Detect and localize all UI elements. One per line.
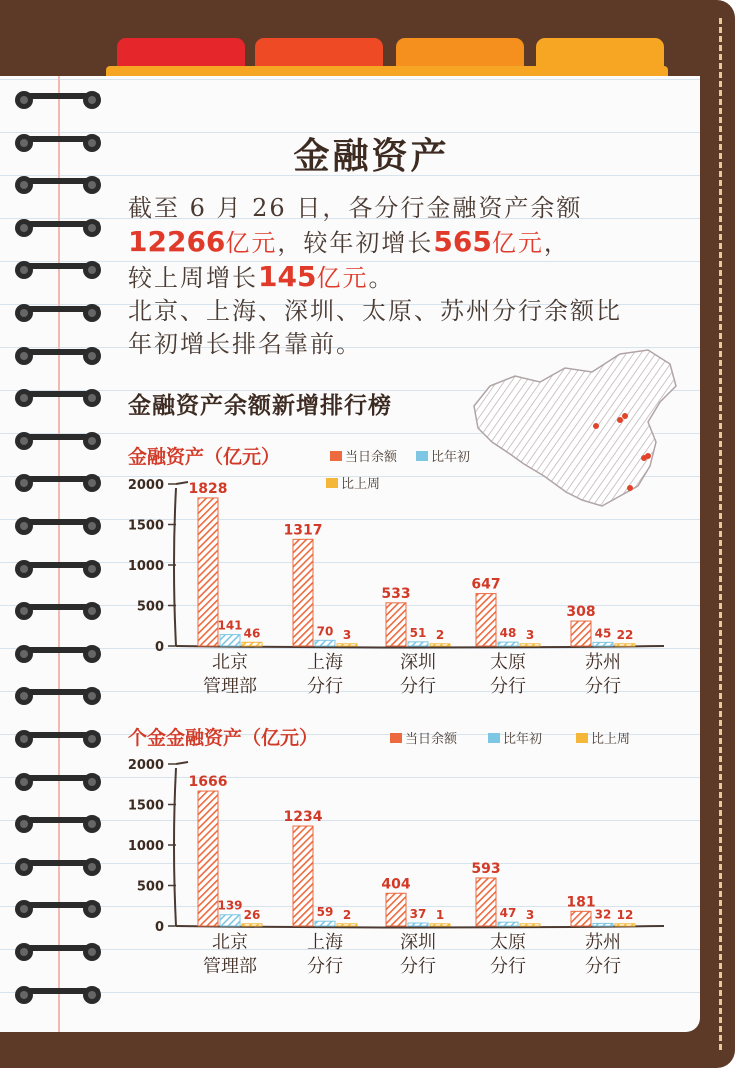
intro-text-d: 较上周增长	[128, 264, 258, 292]
data-label: 46	[243, 626, 261, 641]
category-label: 深圳	[400, 652, 436, 673]
legend-label-ytd-2: 比年初	[503, 732, 543, 747]
data-label: 48	[499, 626, 517, 641]
category-label: 分行	[585, 956, 621, 977]
bar-比上周-2	[430, 644, 450, 646]
data-label: 1	[435, 907, 445, 922]
bar-比年初-4	[593, 642, 613, 646]
ytd-growth-value: 565	[433, 225, 492, 258]
data-label: 3	[525, 907, 535, 922]
data-label: 3	[342, 627, 352, 642]
intro-line-4: 北京、上海、深圳、太原、苏州分行余额比年初增长排名靠前。	[128, 297, 622, 358]
data-label: 181	[566, 894, 596, 911]
data-label: 45	[594, 626, 612, 641]
bar-比上周-0	[242, 642, 262, 646]
chart-2-title: 个金金融资产（亿元）	[128, 727, 319, 749]
y-axis	[174, 488, 176, 646]
y-tick-label: 1500	[127, 518, 164, 534]
category-label: 深圳	[400, 932, 436, 953]
category-label: 上海	[307, 652, 343, 673]
legend-label-ytd: 比年初	[431, 450, 471, 465]
legend-label-week-2: 比上周	[591, 732, 631, 747]
legend-label-balance: 当日余额	[345, 450, 398, 465]
y-axis-cap	[176, 482, 188, 484]
category-label: 分行	[400, 956, 436, 977]
legend-swatch-ytd-2	[488, 733, 500, 743]
data-label: 2	[435, 627, 445, 642]
ranking-title: 金融资产余额新增排行榜	[128, 392, 392, 419]
category-label: 管理部	[203, 956, 257, 977]
intro-text	[128, 192, 668, 361]
data-label: 533	[381, 585, 411, 602]
bar-当日余额-1	[293, 539, 313, 646]
bar-当日余额-0	[198, 791, 218, 926]
category-label: 苏州	[585, 932, 621, 953]
data-label: 2	[342, 907, 352, 922]
intro-text-a: 截至 6 月 26 日，各分行金融资产余额	[128, 194, 583, 222]
bar-比年初-0	[220, 635, 240, 646]
bar-比上周-1	[337, 644, 357, 646]
legend-swatch-week-2	[576, 733, 588, 743]
category-label: 分行	[490, 676, 526, 697]
bar-比上周-3	[520, 644, 540, 646]
chart-2-legend-week	[576, 728, 630, 747]
data-label: 1317	[283, 522, 323, 539]
map-dot-beijing	[593, 423, 599, 429]
y-tick-label: 500	[136, 879, 164, 895]
category-label: 分行	[490, 956, 526, 977]
intro-line-1	[128, 192, 668, 225]
category-label: 分行	[307, 956, 343, 977]
spiral-ring	[14, 729, 104, 749]
category-label: 管理部	[203, 676, 257, 697]
ytd-growth-unit: 亿元	[491, 229, 544, 257]
weekly-growth-value: 145	[258, 260, 317, 293]
spiral-ring	[14, 388, 104, 408]
map-dot-taiyuan	[617, 417, 623, 423]
intro-line-3	[128, 260, 668, 295]
bar-当日余额-4	[571, 911, 591, 926]
data-label: 37	[409, 907, 427, 922]
bar-比上周-4	[615, 924, 635, 926]
bar-当日余额-1	[293, 826, 313, 926]
intro-text-e: 。	[368, 264, 395, 292]
chart-1	[0, 470, 700, 710]
y-tick-label: 1500	[127, 798, 164, 814]
spiral-ring	[14, 431, 104, 451]
data-label: 139	[217, 898, 243, 913]
chart-2-legend-ytd	[488, 728, 542, 747]
map-dot-suzhou	[645, 453, 651, 459]
data-label: 308	[566, 604, 596, 621]
total-balance-unit: 亿元	[225, 229, 278, 257]
data-label: 47	[499, 906, 517, 921]
intro-text-b: ，较年初增长	[277, 229, 434, 257]
legend-label-week: 比上周	[341, 477, 381, 492]
chart-2-legend-balance	[390, 728, 457, 747]
bar-比年初-3	[498, 922, 518, 926]
y-tick-label: 1000	[127, 559, 164, 574]
bar-比年初-2	[408, 642, 428, 646]
spiral-ring	[14, 90, 104, 110]
data-label: 1828	[188, 480, 228, 497]
bar-比年初-3	[498, 642, 518, 646]
spiral-ring	[14, 218, 104, 238]
y-axis	[174, 768, 176, 926]
data-label: 22	[616, 627, 634, 642]
bar-比年初-4	[593, 923, 613, 926]
bar-当日余额-2	[386, 603, 406, 646]
data-label: 141	[217, 618, 243, 633]
bar-当日余额-2	[386, 893, 406, 926]
data-label: 1666	[188, 774, 228, 791]
y-tick-label: 0	[154, 920, 164, 935]
data-label: 1234	[283, 809, 323, 826]
data-label: 26	[243, 907, 261, 922]
data-label: 59	[316, 905, 334, 920]
bar-当日余额-3	[476, 878, 496, 926]
bar-比年初-0	[220, 915, 240, 926]
y-axis-cap	[176, 762, 188, 764]
data-label: 593	[471, 860, 501, 877]
y-tick-label: 2000	[127, 758, 164, 773]
category-label: 分行	[400, 676, 436, 697]
category-label: 分行	[585, 676, 621, 697]
y-tick-label: 1000	[127, 839, 164, 854]
category-label: 北京	[212, 652, 248, 673]
category-label: 太原	[490, 652, 526, 673]
category-label: 太原	[490, 932, 526, 953]
data-label: 32	[594, 907, 612, 922]
data-label: 3	[525, 627, 535, 642]
bar-比上周-1	[337, 924, 357, 926]
y-tick-label: 500	[136, 599, 164, 615]
bar-比年初-1	[315, 640, 335, 646]
y-tick-label: 0	[154, 640, 164, 655]
bar-比上周-3	[520, 924, 540, 926]
data-label: 51	[409, 625, 427, 640]
chart-1-legend-ytd	[416, 446, 470, 465]
bar-比年初-1	[315, 921, 335, 926]
category-label: 上海	[307, 932, 343, 953]
spiral-ring	[14, 260, 104, 280]
bar-当日余额-0	[198, 498, 218, 646]
legend-swatch-balance	[330, 451, 342, 461]
category-label: 分行	[307, 676, 343, 697]
weekly-growth-unit: 亿元	[316, 264, 369, 292]
data-label: 647	[471, 576, 501, 593]
bar-比年初-2	[408, 923, 428, 926]
bar-比上周-2	[430, 924, 450, 926]
spiral-ring	[14, 346, 104, 366]
bar-当日余额-4	[571, 621, 591, 646]
bar-当日余额-3	[476, 594, 496, 646]
legend-swatch-balance-2	[390, 733, 402, 743]
data-label: 12	[616, 907, 634, 922]
total-balance-value: 12266	[128, 225, 226, 258]
data-label: 404	[381, 876, 411, 893]
page-title: 金融资产	[293, 135, 450, 177]
category-label: 苏州	[585, 652, 621, 673]
intro-text-c: ，	[543, 229, 570, 257]
map-dot-north	[622, 413, 628, 419]
bar-比上周-0	[242, 924, 262, 926]
spiral-ring	[14, 303, 104, 323]
chart-2	[0, 750, 700, 990]
data-label: 70	[316, 624, 334, 639]
y-tick-label: 2000	[127, 478, 164, 493]
legend-label-balance-2: 当日余额	[405, 732, 458, 747]
chart-1-title: 金融资产（亿元）	[128, 446, 281, 468]
category-label: 北京	[212, 932, 248, 953]
intro-line-2	[128, 225, 668, 260]
chart-1-legend-balance	[330, 446, 397, 465]
bar-比上周-4	[615, 644, 635, 646]
legend-swatch-ytd	[416, 451, 428, 461]
